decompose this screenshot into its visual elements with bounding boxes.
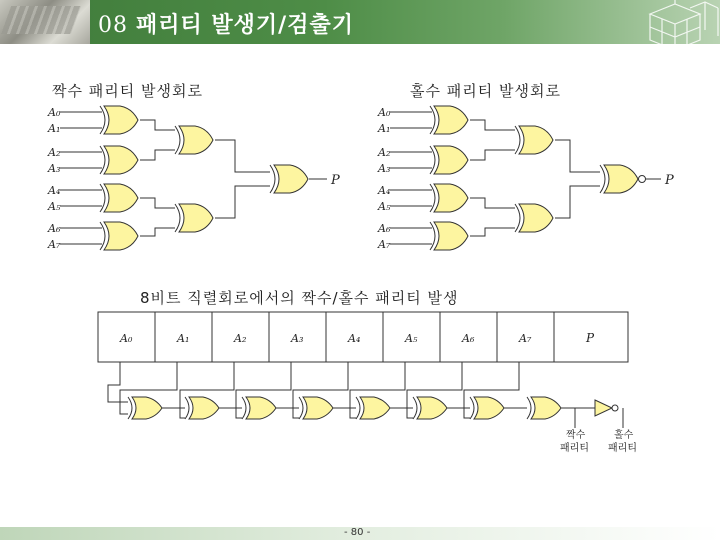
xor-gate [270,165,308,193]
register-cell: A₂ [234,332,247,345]
input-label: A₆ [48,222,61,235]
input-label: A₆ [378,222,391,235]
title-text: 패리티 발생기/검출기 [136,13,354,38]
xor-gate [430,222,468,250]
odd-parity-output-label-2: 패리티 [608,443,637,454]
input-label: A₀ [48,106,61,119]
slide-title [98,8,354,39]
input-label: A₅ [48,200,61,213]
xor-gate [100,106,138,134]
xor-gate [356,397,390,419]
xor-gate [100,146,138,174]
building-blocks-graphic [630,0,720,60]
even-parity-output-label: 짝수 [566,430,586,441]
xor-gate [299,397,333,419]
register-cell: A₄ [348,332,361,345]
register-cell: A₁ [177,332,190,345]
input-label: A₁ [48,122,61,135]
input-label: A₀ [378,106,391,119]
page-number: - 80 - [344,527,371,538]
xor-gate [430,106,468,134]
xor-gate [100,184,138,212]
input-label: A₂ [48,146,61,159]
input-label: A₇ [378,238,391,251]
register-cell: A₆ [462,332,475,345]
xor-gate [242,397,276,419]
section-number: 08 [98,13,128,38]
odd-parity-output-label: 홀수 [614,430,634,441]
xnor-gate [600,165,646,193]
input-label: A₂ [378,146,391,159]
even-parity-output-label-2: 패리티 [560,443,589,454]
xor-gate [100,222,138,250]
xor-gate [470,397,504,419]
serial-circuit-label: 8비트 직렬회로에서의 짝수/홀수 패리티 발생 [140,289,459,307]
xor-gate [527,397,561,419]
input-label: A₇ [48,238,61,251]
title-bar [0,0,720,44]
inverter-gate [595,400,618,416]
input-label: A₃ [378,162,391,175]
xor-gate [515,204,553,232]
xor-gate [175,126,213,154]
xor-gate [515,126,553,154]
xor-gate [430,184,468,212]
register-cell: A₇ [519,332,532,345]
odd-parity-circuit [375,100,695,260]
xor-gate [185,397,219,419]
xor-gate [413,397,447,419]
odd-parity-label: 홀수 패리티 발생회로 [410,82,561,100]
register-cell: A₃ [291,332,304,345]
xor-gate [128,397,162,419]
input-label: A₄ [48,184,61,197]
even-parity-label: 짝수 패리티 발생회로 [52,82,203,100]
input-label: A₄ [378,184,391,197]
xor-gate [175,204,213,232]
xor-gate [430,146,468,174]
input-label: A₁ [378,122,391,135]
even-parity-circuit [45,100,345,260]
output-label: P [665,173,674,188]
output-label: P [331,173,340,188]
keyboard-photo [0,0,90,44]
register-cell: A₀ [120,332,133,345]
register-cell: A₅ [405,332,418,345]
input-label: A₅ [378,200,391,213]
serial-parity-circuit [90,310,650,460]
register-cell: P [586,331,595,345]
input-label: A₃ [48,162,61,175]
